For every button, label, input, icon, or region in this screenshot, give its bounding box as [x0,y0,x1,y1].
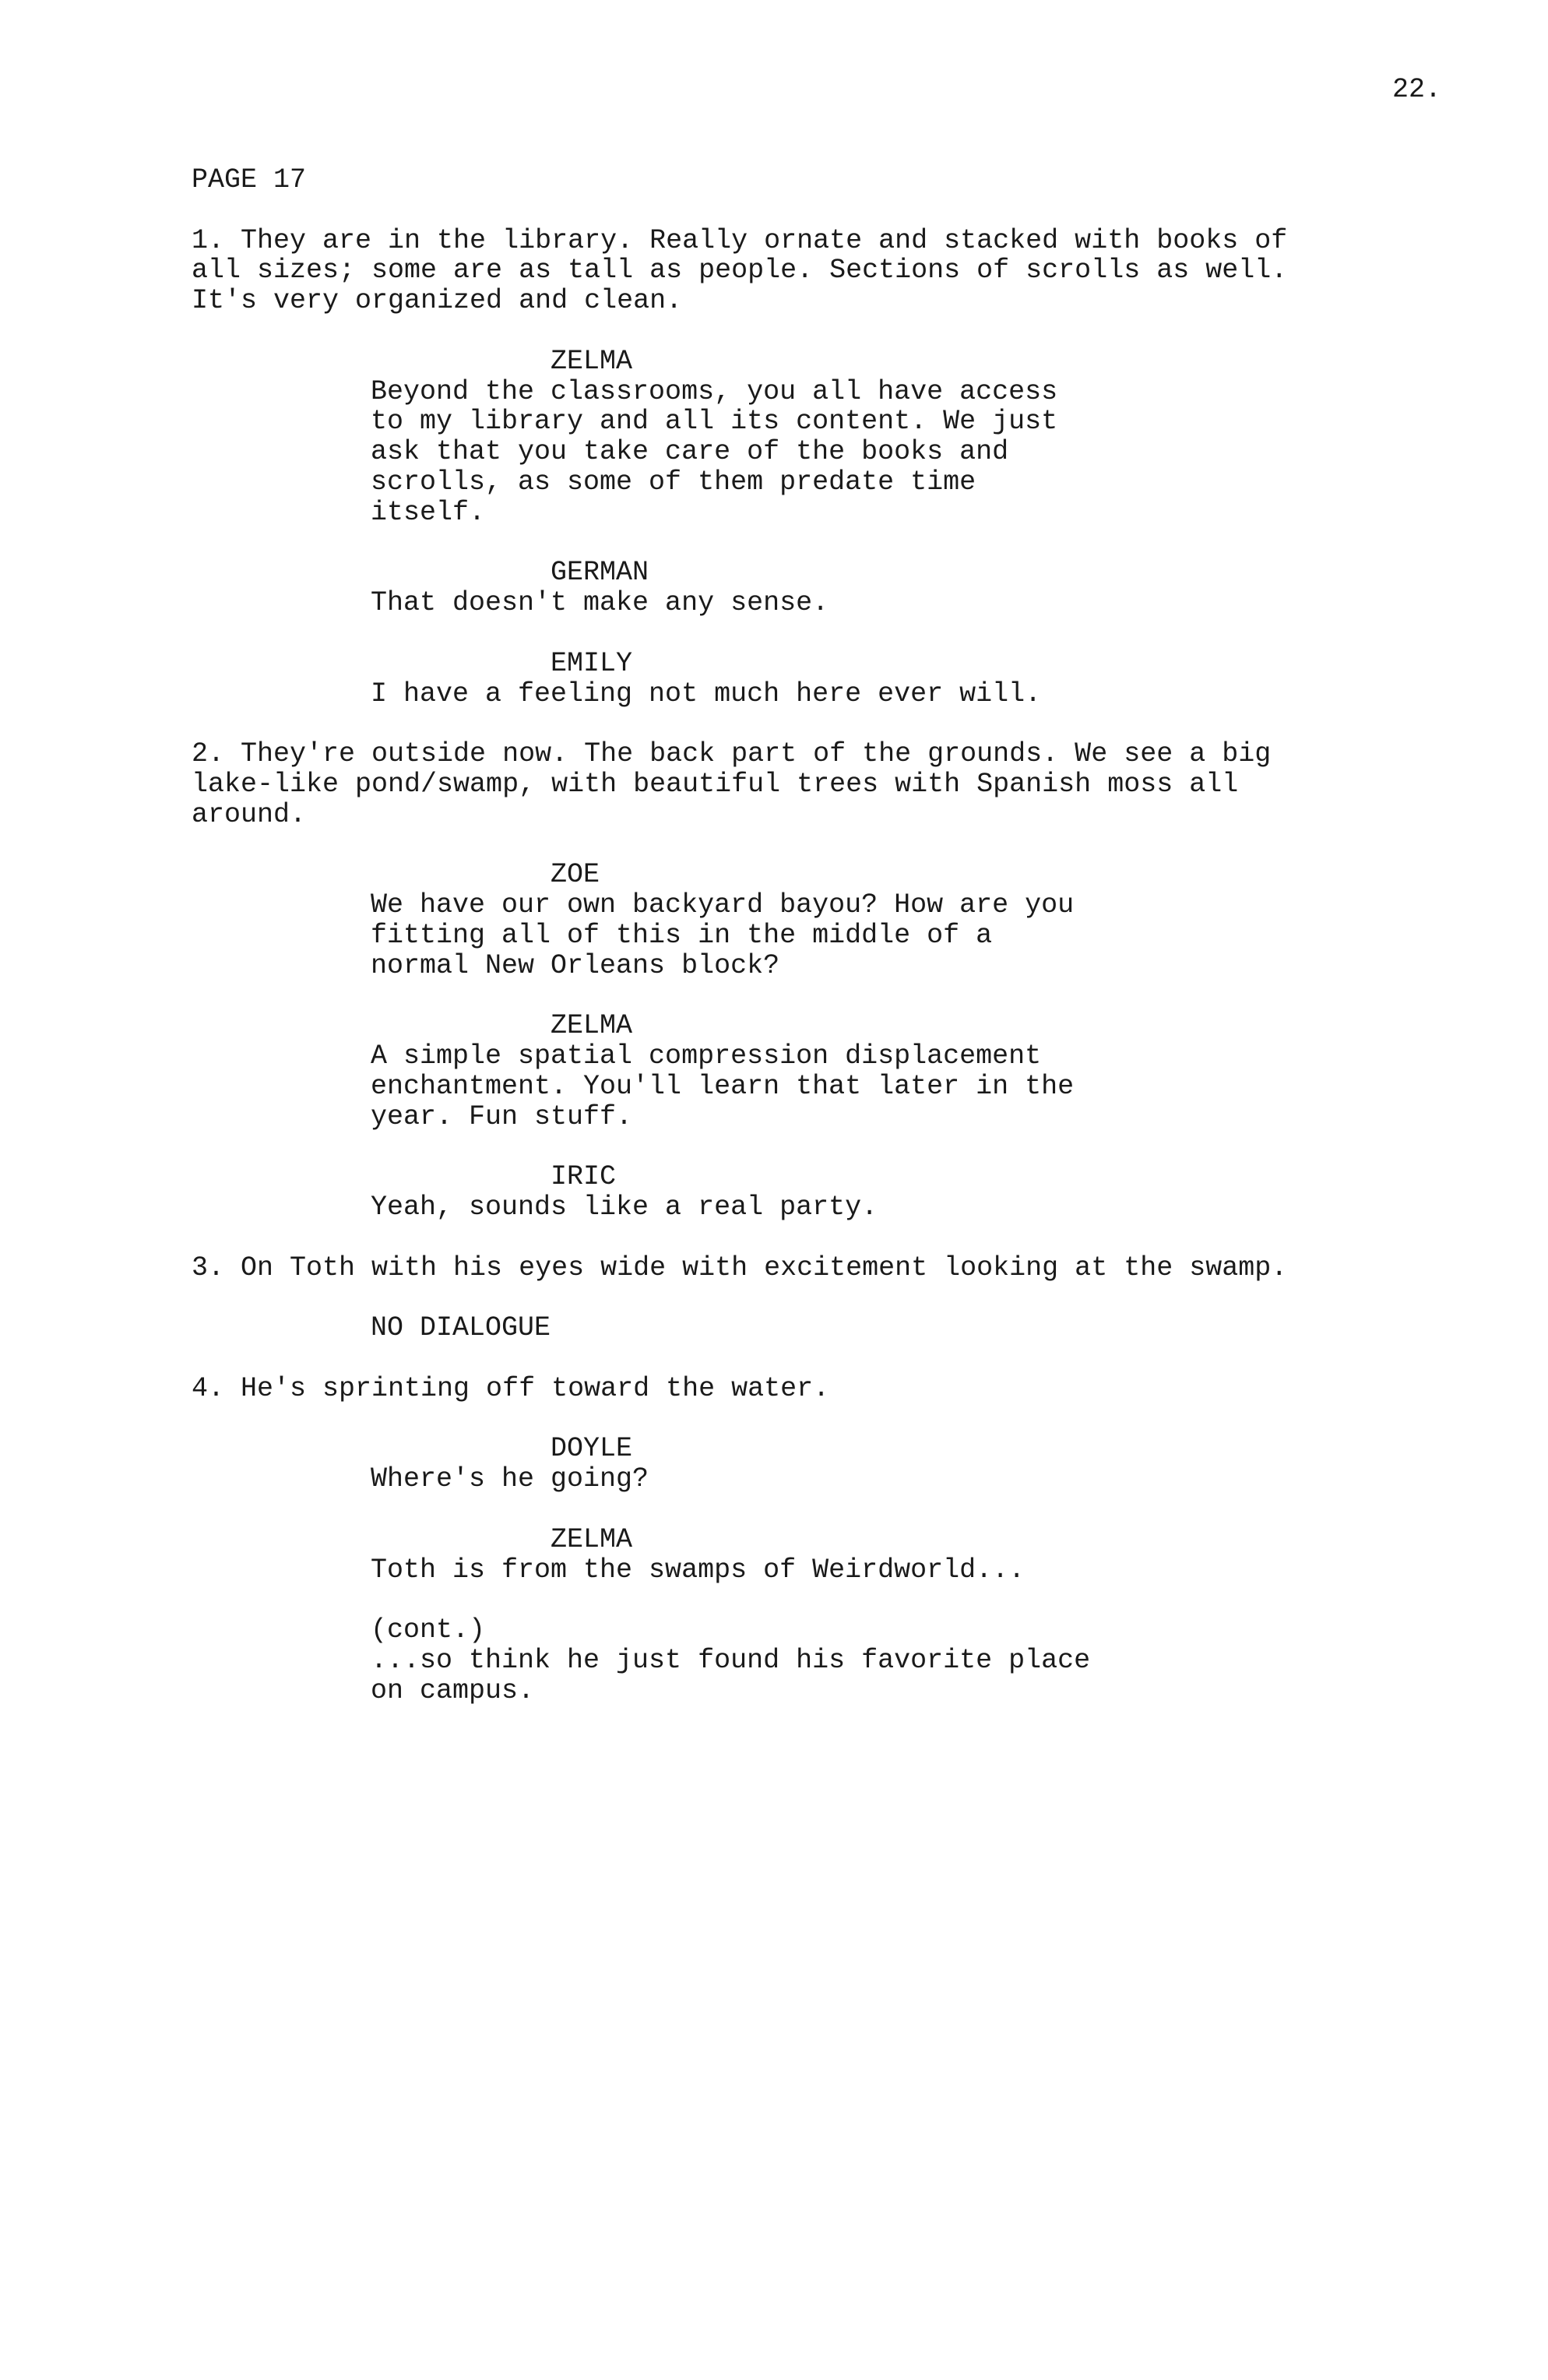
panel-3 [192,1253,1406,1374]
dialogue-line: A simple spatial compression displacement [371,1040,1042,1072]
dialogue-line: Yeah, sounds like a real party. [371,1192,878,1223]
dialogue-line: enchantment. You'll learn that later in the [371,1070,1075,1102]
dialogue-line: Where's he going? [371,1463,649,1495]
dialogue-line: ...so think he just found his favorite place [371,1645,1091,1677]
panel-description-line: 3. On Toth with his eyes wide with excitement looking at the swamp. [192,1252,1288,1283]
panel-description-line: It's very organized and clean. [192,285,683,317]
script-content [192,165,1406,1706]
dialogue-line: Beyond the classrooms, you all have access [371,375,1058,407]
character-name: ZELMA [551,345,633,377]
character-name: GERMAN [551,557,649,589]
page-label: PAGE 17 [192,164,307,195]
panel-description-line: 2. They're outside now. The back part of the grounds. We see a big [192,738,1272,770]
dialogue-line: year. Fun stuff. [371,1100,633,1132]
continuation-label: (cont.) [371,1614,486,1646]
dialogue-line: normal New Orleans block? [371,949,780,981]
dialogue-line: That doesn't make any sense. [371,587,829,619]
dialogue-line: fitting all of this in the middle of a [371,919,993,951]
dialogue-line: We have our own backyard bayou? How are you [371,889,1075,921]
panel-description-line: all sizes; some are as tall as people. Sections of scrolls as well. [192,255,1288,287]
panel-description-line: 4. He's sprinting off toward the water. [192,1372,830,1404]
dialogue-line: to my library and all its content. We just [371,406,1058,438]
dialogue-line: itself. [371,496,486,528]
dialogue-line: on campus. [371,1674,535,1706]
panel-2 [192,739,1406,1253]
character-name: ZELMA [551,1010,633,1042]
character-name: ZOE [551,859,600,891]
dialogue-line: I have a feeling not much here ever will. [371,678,1042,709]
panel-description-line: around. [192,798,307,830]
character-name: IRIC [551,1161,617,1193]
dialogue-line: scrolls, as some of them predate time [371,466,976,498]
character-name: DOYLE [551,1433,633,1465]
character-name: EMILY [551,647,633,679]
page-number: 22. [1392,74,1442,105]
character-name: ZELMA [551,1523,633,1555]
panel-description-line: lake-like pond/swamp, with beautiful trees with Spanish moss all [192,768,1239,800]
no-dialogue-note: NO DIALOGUE [371,1312,551,1344]
panel-description-line: 1. They are in the library. Really ornate and stacked with books of [192,224,1288,256]
dialogue-line: ask that you take care of the books and [371,436,1009,468]
dialogue-line: Toth is from the swamps of Weirdworld... [371,1554,1026,1586]
panel-1 [192,226,1406,740]
panel-4 [192,1374,1406,1706]
